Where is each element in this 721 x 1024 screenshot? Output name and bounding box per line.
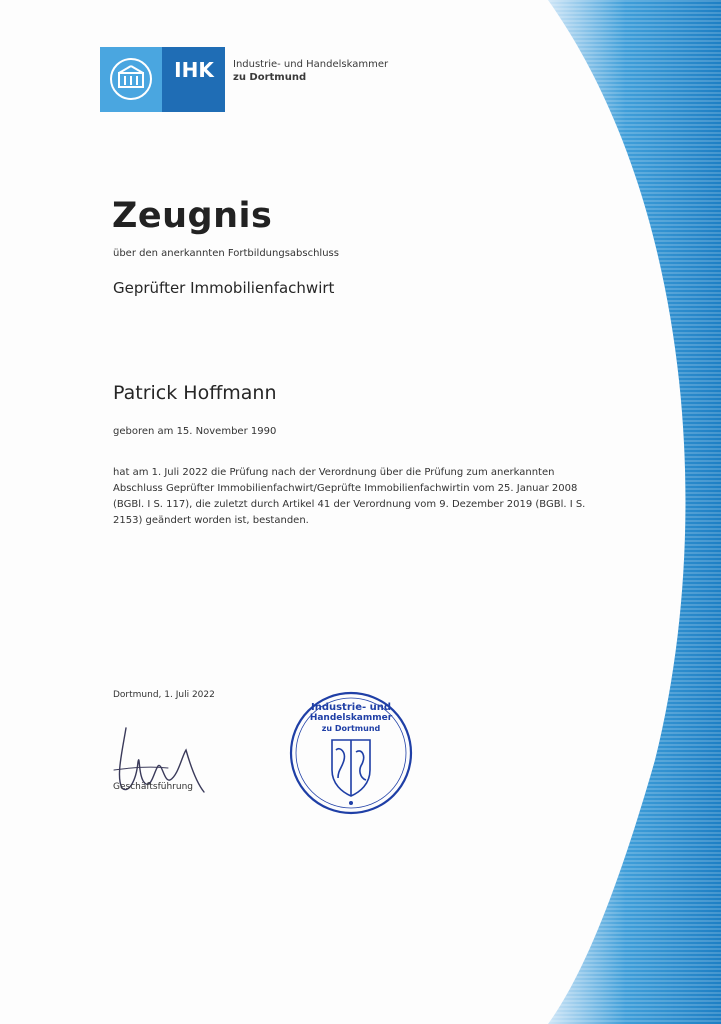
statement-line: (BGBl. I S. 117), die zuletzt durch Artikel 41 der Verordnung vom 9. Dezember 2019 (BGBl. I S. xyxy=(113,499,586,510)
statement-line: Abschluss Geprüfter Immobilienfachwirt/Geprüfte Immobilienfachwirtin vom 25. Januar 2008 xyxy=(113,483,578,494)
document-subtitle: über den anerkannten Fortbildungsabschluss xyxy=(113,248,339,259)
recipient-name: Patrick Hoffmann xyxy=(113,382,277,404)
birth-date: geboren am 15. November 1990 xyxy=(113,426,277,437)
ihk-logo xyxy=(100,47,225,112)
logo-abbr: IHK xyxy=(174,58,214,82)
exam-statement xyxy=(113,465,586,529)
logo-text xyxy=(233,58,388,84)
document-title: Zeugnis xyxy=(112,196,273,236)
place-and-date: Dortmund, 1. Juli 2022 xyxy=(113,690,215,700)
statement-line: hat am 1. Juli 2022 die Prüfung nach der Verordnung über die Prüfung zum anerkannten xyxy=(113,467,555,478)
logo-line-2: zu Dortmund xyxy=(233,72,307,83)
qualification-title: Geprüfter Immobilienfachwirt xyxy=(113,279,335,297)
coat-of-arms-icon xyxy=(332,740,370,796)
logo-line-1: Industrie- und Handelskammer xyxy=(233,59,389,70)
statement-line: 2153) geändert worden ist, bestanden. xyxy=(113,515,309,526)
management-label: Geschäftsführung xyxy=(113,782,193,792)
seal-line-2: Handelskammer xyxy=(309,713,393,723)
seal-line-1: Industrie- und xyxy=(310,702,392,713)
seal-line-3: zu Dortmund xyxy=(321,724,381,733)
